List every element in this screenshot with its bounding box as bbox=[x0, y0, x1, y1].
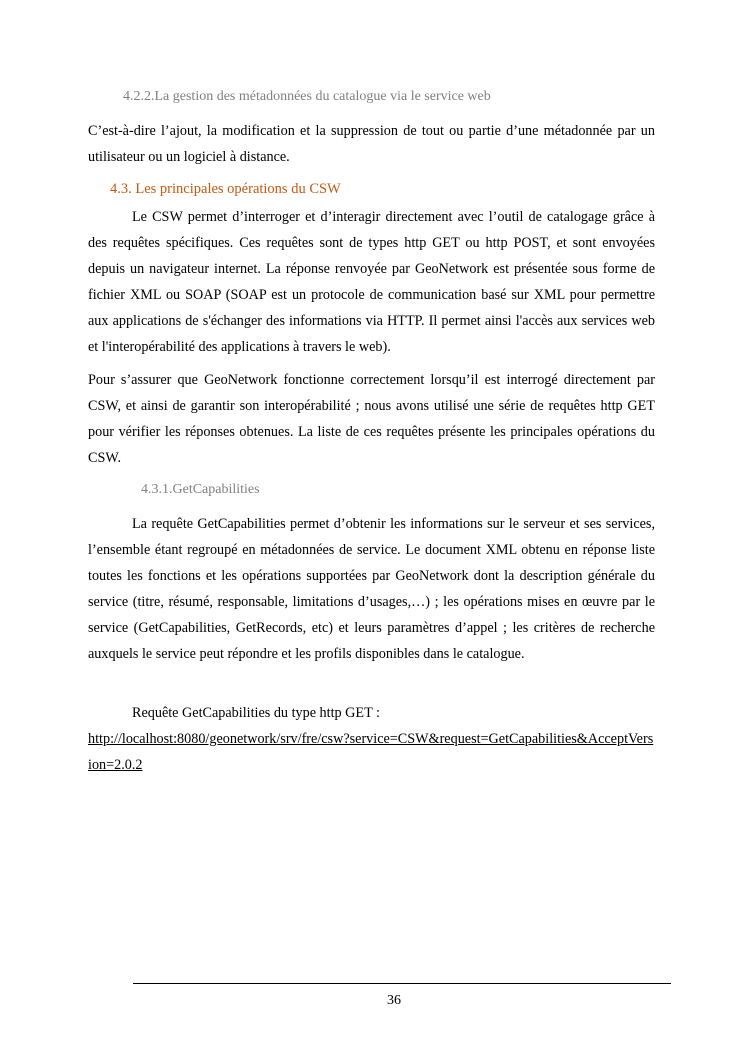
request-url-link[interactable]: http://localhost:8080/geonetwork/srv/fre/csw?service=CSW&request=GetCapabilities&AcceptVersion=2.0.2 bbox=[88, 731, 654, 773]
subsection-heading-4-2-2 bbox=[123, 87, 491, 107]
heading-number: 4.3.1. bbox=[141, 482, 173, 497]
paragraph-getcapabilities: La requête GetCapabilities permet d’obtenir les informations sur le serveur et ses services, l’ensemble étant regroupé en métadonnées de service. Le document XML obtenu en réponse liste toutes les fonctions et les opérations supportées par GeoNetwork dont la description générale du service (titre, résumé, responsable, limitations d’usages,…) ; les opérations mises en œuvre par le service (GetCapabilities, GetRecords, etc) et leurs paramètres d’appel ; les critères de recherche auxquels le service peut répondre et les profils disponibles dans le catalogue. bbox=[88, 516, 655, 662]
subsection-heading-4-3-1 bbox=[141, 480, 260, 500]
paragraph-4-2-2: C’est-à-dire l’ajout, la modification et la suppression de tout ou partie d’une métadonnée par un utilisateur ou un logiciel à distance. bbox=[88, 123, 655, 165]
paragraph-4-3-verification: Pour s’assurer que GeoNetwork fonctionne correctement lorsqu’il est interrogé directement par CSW, et ainsi de garantir son interopérabilité ; nous avons utilisé une série de requêtes http GET pour vérifier les réponses obtenues. La liste de ces requêtes présente les principales opérations du CSW. bbox=[88, 372, 655, 466]
request-label: Requête GetCapabilities du type http GET : bbox=[132, 705, 380, 721]
heading-number: 4.2.2. bbox=[123, 89, 155, 104]
paragraph-4-3-intro: Le CSW permet d’interroger et d’interagir directement avec l’outil de catalogage grâce à des requêtes spécifiques. Ces requêtes sont de types http GET ou http POST, et sont envoyées depuis un navigateur internet. La réponse renvoyée par GeoNetwork est présentée sous forme de fichier XML ou SOAP (SOAP est un protocole de communication basé sur XML pour permettre aux applications de s'échanger des informations via HTTP. Il permet ainsi l'accès aux services web et l'interopérabilité des applications à travers le web). bbox=[88, 209, 655, 355]
footer-divider bbox=[133, 983, 671, 984]
heading-title: GetCapabilities bbox=[172, 482, 260, 497]
heading-title: La gestion des métadonnées du catalogue via le service web bbox=[154, 89, 491, 104]
page-number: 36 bbox=[387, 993, 401, 1008]
section-heading-4-3: 4.3. Les principales opérations du CSW bbox=[110, 181, 341, 197]
